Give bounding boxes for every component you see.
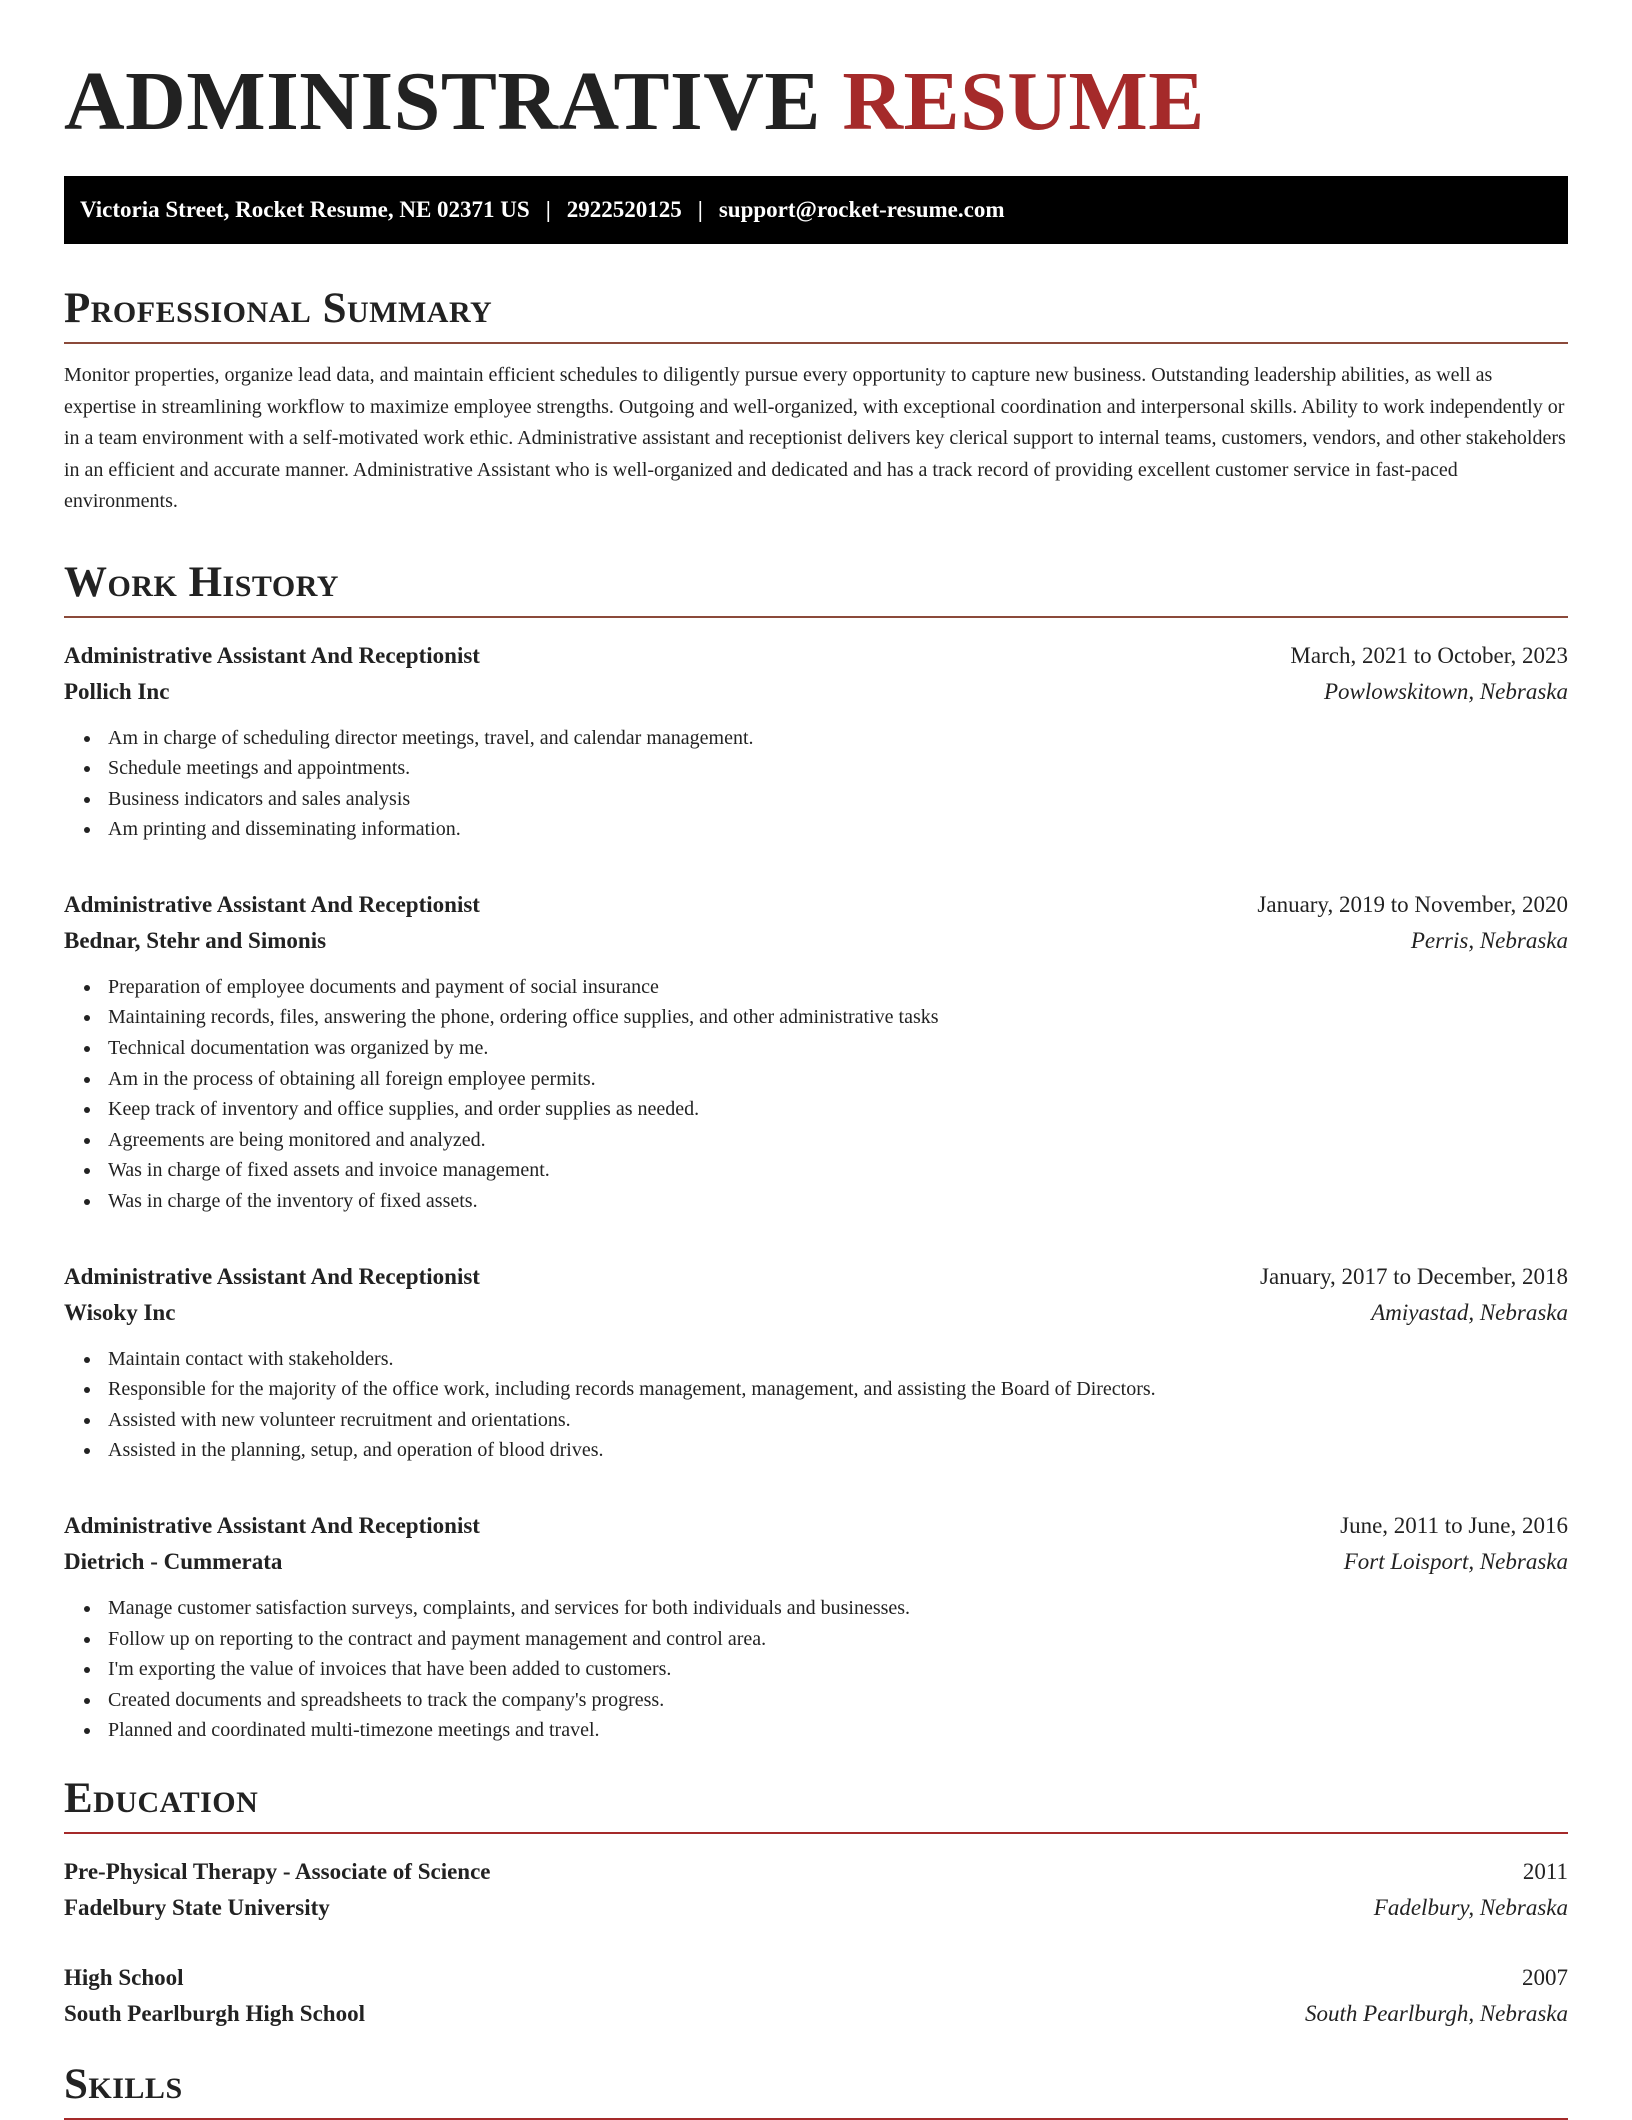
summary-section: [64, 286, 1568, 518]
job-company: Bednar, Stehr and Simonis: [64, 927, 327, 953]
list-item: Maintaining records, files, answering the phone, ordering office supplies, and other administrative tasks: [108, 1002, 1568, 1033]
job-location: Powlowskitown, Nebraska: [1323, 678, 1568, 704]
job-entry: [64, 1508, 1568, 1746]
list-item: Technical documentation was organized by me.: [108, 1033, 1568, 1064]
education-year: 2011: [1522, 1858, 1568, 1884]
job-company-row: [64, 674, 1568, 710]
job-bullet-list: [64, 1593, 1568, 1746]
list-item: Assisted in the planning, setup, and operation of blood drives.: [108, 1435, 1568, 1466]
contact-separator: |: [545, 197, 551, 222]
job-dates: June, 2011 to June, 2016: [1340, 1513, 1568, 1538]
education-school: South Pearlburgh High School: [64, 2000, 365, 2026]
work-history-section: [64, 560, 1568, 1746]
list-item: Am in the process of obtaining all foreign employee permits.: [108, 1064, 1568, 1095]
job-title: Administrative Assistant And Receptionist: [64, 1513, 480, 1538]
list-item: I'm exporting the value of invoices that have been added to customers.: [108, 1654, 1568, 1685]
job-dates: January, 2019 to November, 2020: [1257, 891, 1568, 917]
job-header-row: [64, 1508, 1568, 1544]
education-entry: [64, 1960, 1568, 2032]
resume-title-accent: RESUME: [842, 55, 1205, 148]
job-company: Wisoky Inc: [64, 1299, 176, 1325]
list-item: Manage customer satisfaction surveys, complaints, and services for both individuals and businesses.: [108, 1593, 1568, 1624]
resume-title-main: ADMINISTRATIVE: [64, 55, 821, 148]
job-entry: [64, 1259, 1568, 1466]
education-year: 2007: [1522, 1964, 1568, 1990]
contact-separator: |: [697, 197, 703, 222]
list-item: Follow up on reporting to the contract and payment management and control area.: [108, 1624, 1568, 1655]
education-location: South Pearlburgh, Nebraska: [1305, 2000, 1568, 2026]
job-title: Administrative Assistant And Receptionist: [64, 1263, 480, 1289]
education-degree-row: [64, 1854, 1568, 1890]
job-location: Perris, Nebraska: [1410, 927, 1568, 953]
list-item: Was in charge of fixed assets and invoice management.: [108, 1155, 1568, 1186]
section-heading: Skills: [64, 2062, 1568, 2120]
contact-address: Victoria Street, Rocket Resume, NE 02371 US: [80, 197, 530, 222]
job-company: Pollich Inc: [64, 678, 170, 704]
job-bullet-list: [64, 723, 1568, 845]
list-item: Maintain contact with stakeholders.: [108, 1344, 1568, 1375]
resume-title: [64, 52, 1568, 152]
list-item: Preparation of employee documents and payment of social insurance: [108, 972, 1568, 1003]
education-school-row: [64, 1890, 1568, 1926]
list-item: Keep track of inventory and office supplies, and order supplies as needed.: [108, 1094, 1568, 1125]
job-dates: January, 2017 to December, 2018: [1260, 1263, 1568, 1289]
section-heading: Professional Summary: [64, 286, 1568, 344]
list-item: Am printing and disseminating information.: [108, 814, 1568, 845]
list-item: Planned and coordinated multi-timezone meetings and travel.: [108, 1715, 1568, 1746]
list-item: Assisted with new volunteer recruitment and orientations.: [108, 1405, 1568, 1436]
education-school: Fadelbury State University: [64, 1894, 330, 1920]
contact-phone: 2922520125: [566, 197, 682, 222]
education-degree: Pre-Physical Therapy - Associate of Science: [64, 1858, 491, 1884]
list-item: Created documents and spreadsheets to track the company's progress.: [108, 1685, 1568, 1716]
contact-email: support@rocket-resume.com: [718, 197, 1005, 222]
education-school-row: [64, 1996, 1568, 2032]
job-title: Administrative Assistant And Receptionist: [64, 891, 480, 917]
skills-section: [64, 2062, 1568, 2120]
list-item: Agreements are being monitored and analyzed.: [108, 1125, 1568, 1156]
education-location: Fadelbury, Nebraska: [1373, 1894, 1568, 1920]
job-entry: [64, 887, 1568, 1217]
job-company: Dietrich - Cummerata: [64, 1549, 283, 1574]
job-entry: [64, 638, 1568, 845]
list-item: Was in charge of the inventory of fixed assets.: [108, 1186, 1568, 1217]
list-item: Business indicators and sales analysis: [108, 784, 1568, 815]
section-heading: Education: [64, 1776, 1568, 1834]
education-degree-row: [64, 1960, 1568, 1996]
job-header-row: [64, 638, 1568, 674]
job-company-row: [64, 1544, 1568, 1580]
contact-bar: [64, 176, 1568, 244]
list-item: Responsible for the majority of the office work, including records management, management, and assisting the Board of Directors.: [108, 1374, 1568, 1405]
list-item: Am in charge of scheduling director meetings, travel, and calendar management.: [108, 723, 1568, 754]
job-company-row: [64, 1295, 1568, 1331]
job-bullet-list: [64, 1344, 1568, 1466]
job-title: Administrative Assistant And Receptionist: [64, 642, 480, 668]
job-location: Amiyastad, Nebraska: [1371, 1299, 1568, 1325]
education-degree: High School: [64, 1964, 184, 1990]
job-dates: March, 2021 to October, 2023: [1290, 642, 1568, 668]
job-company-row: [64, 923, 1568, 959]
job-header-row: [64, 887, 1568, 923]
education-entry: [64, 1854, 1568, 1926]
education-section: [64, 1776, 1568, 2032]
summary-text: Monitor properties, organize lead data, and maintain efficient schedules to diligently pursue every opportunity to capture new business. Outstanding leadership abilities, as well as expertise in streamlining workflow to maximize employee strengths. Outgoing and well-organized, with exceptional coordination and interpersonal skills. Ability to work independently or in a team environment with a self-motivated work ethic. Administrative assistant and receptionist delivers key clerical support to internal teams, customers, vendors, and other stakeholders in an efficient and accurate manner. Administrative Assistant who is well-organized and dedicated and has a track record of providing excellent customer service in fast-paced environments.: [64, 364, 1566, 512]
job-header-row: [64, 1259, 1568, 1295]
job-location: Fort Loisport, Nebraska: [1343, 1549, 1568, 1574]
list-item: Schedule meetings and appointments.: [108, 753, 1568, 784]
section-heading: Work History: [64, 560, 1568, 618]
job-bullet-list: [64, 972, 1568, 1217]
